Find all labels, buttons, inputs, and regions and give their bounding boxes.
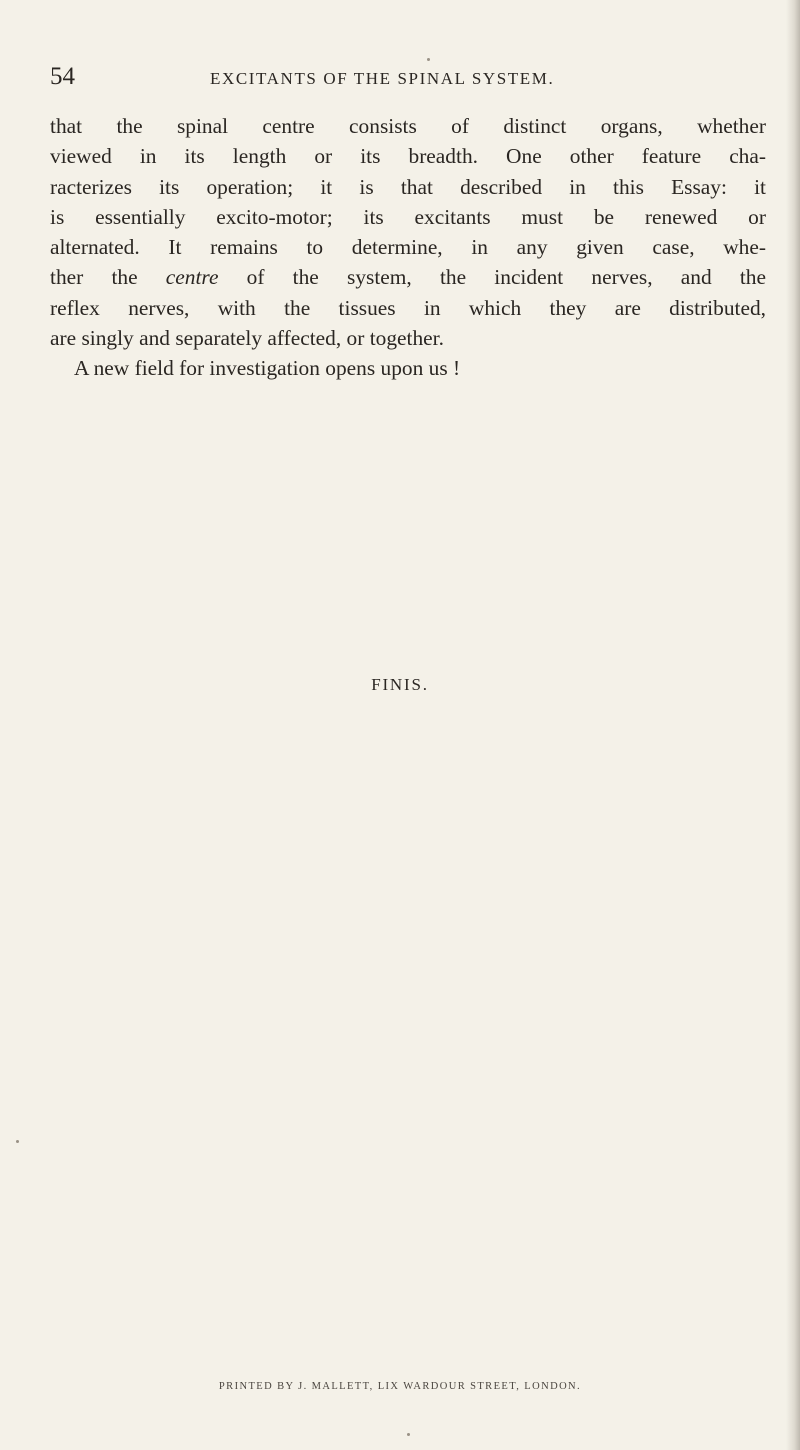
body-paragraph [50,111,766,384]
printer-imprint: PRINTED BY J. MALLETT, LIX WARDOUR STREET, LONDON. [218,1381,582,1392]
page-header [50,62,765,96]
finis-label: FINIS. [371,675,429,694]
text-line: viewed in its length or its breadth. One other feature cha- [50,144,766,169]
paper-speck [407,1433,410,1436]
page-edge-shadow [786,0,800,1450]
text-fragment: of the system, the incident nerves, and the [218,265,766,290]
text-line: racterizes its operation; it is that described in this Essay: it [50,174,766,199]
running-head: EXCITANTS OF THE SPINAL SYSTEM. [210,69,555,88]
text-line: are singly and separately affected, or together. [50,326,444,351]
text-line: alternated. It remains to determine, in any given case, whe- [50,235,766,260]
text-line: is essentially excito-motor; its excitants must be renewed or [50,204,766,229]
paper-speck [427,58,430,61]
emphasized-word: centre [165,265,219,290]
text-fragment: ther the [50,265,166,290]
text-line: that the spinal centre consists of distinct organs, whether [50,114,766,138]
text-line: reflex nerves, with the tissues in which they are distributed, [50,295,766,320]
text-line-with-emphasis [50,262,766,292]
page-number: 54 [50,63,75,90]
text-line: A new field for investigation opens upon us ! [74,356,461,381]
paper-speck [16,1140,19,1143]
